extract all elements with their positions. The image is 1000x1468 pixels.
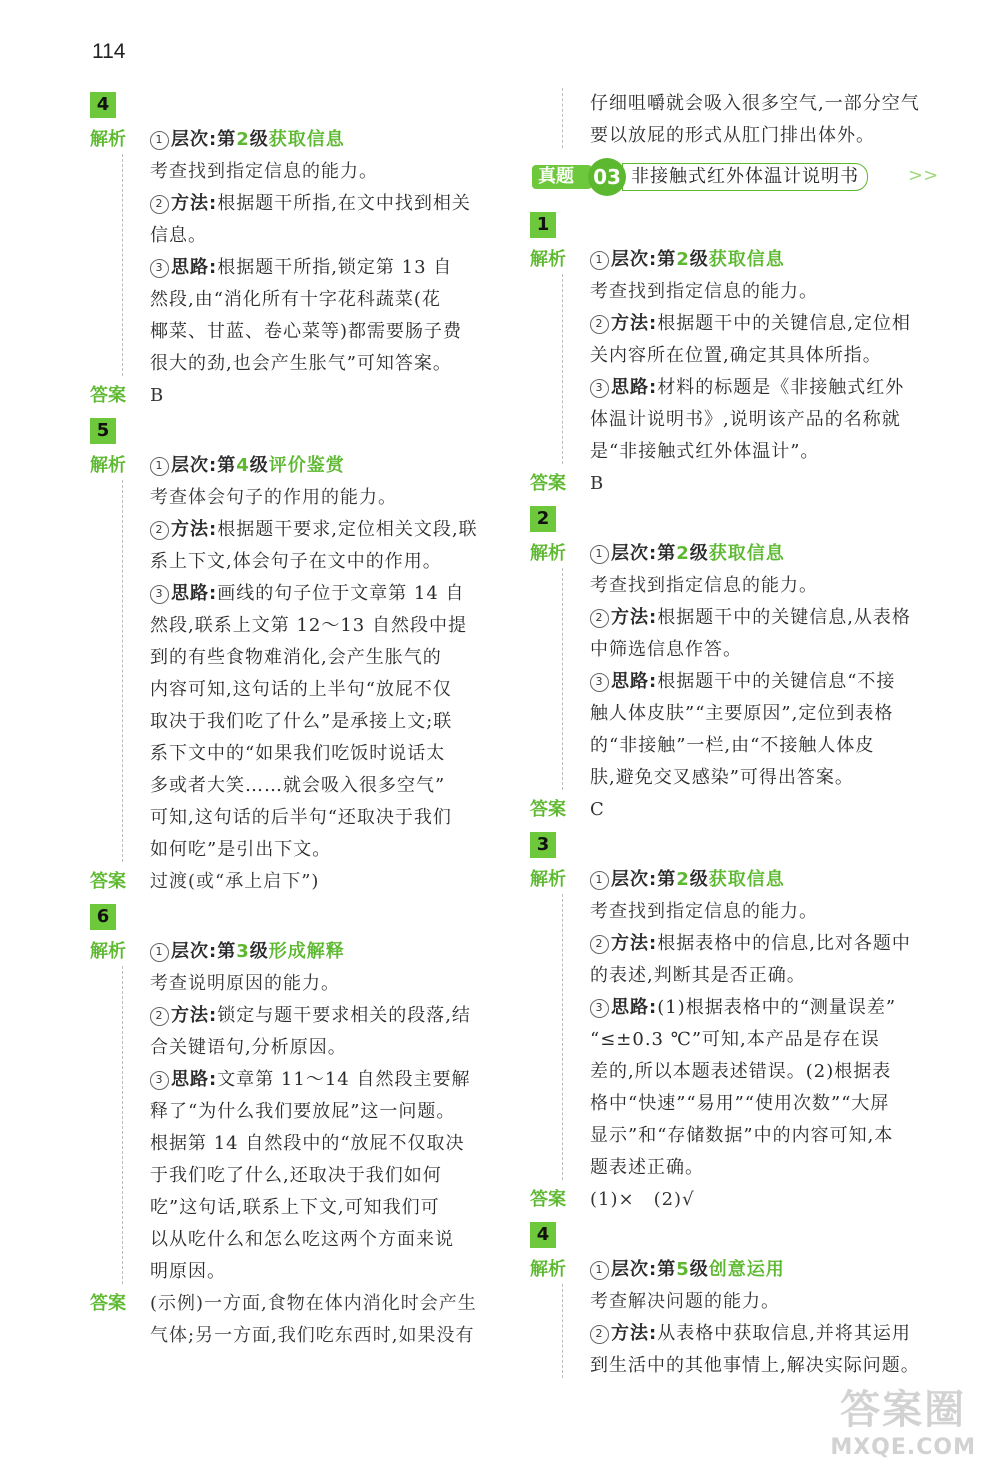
skill-name: 获取信息 — [268, 129, 345, 150]
thought-text: 可知,这句话的后半句“还取决于我们 — [150, 807, 452, 828]
answer-text: B — [590, 473, 605, 494]
answer-text: B — [150, 385, 165, 406]
analysis-label: 解析 — [530, 249, 566, 270]
thought-text: 如何吃”是引出下文。 — [150, 839, 332, 860]
analysis-label: 解析 — [530, 869, 566, 890]
analysis-block — [90, 124, 500, 380]
level-suffix: 级 — [249, 941, 269, 962]
thought-text: 触人体皮肤”“主要原因”,定位到表格 — [590, 703, 894, 724]
thought-text: 椰菜、甘蓝、卷心菜等)都需要肠子费 — [150, 321, 463, 342]
analysis-label: 解析 — [90, 129, 126, 150]
analysis-label: 解析 — [90, 941, 126, 962]
thought-label: 思路: — [171, 583, 218, 604]
sub-text: 考查找到指定信息的能力。 — [590, 281, 818, 302]
level-prefix: 层次:第 — [611, 869, 677, 890]
method-text: 根据表格中的信息,比对各题中 — [657, 933, 911, 954]
thought-text: 很大的劲,也会产生胀气”可知答案。 — [150, 353, 452, 374]
answer-block — [90, 1288, 500, 1352]
level-suffix: 级 — [689, 869, 709, 890]
method-text: 锁定与题干要求相关的段落,结 — [217, 1005, 471, 1026]
answer-text: 要以放屁的形式从肛门排出体外。 — [590, 125, 875, 146]
thought-line — [590, 372, 940, 404]
circled-3-icon: 3 — [590, 379, 609, 398]
method-label: 方法: — [171, 193, 218, 214]
answer-block — [530, 1184, 940, 1216]
level-suffix: 级 — [689, 543, 709, 564]
level-prefix: 层次:第 — [171, 941, 237, 962]
thought-text: 题表述正确。 — [590, 1157, 704, 1178]
thought-text: 多或者大笑……就会吸入很多空气” — [150, 775, 446, 796]
method-text: 从表格中获取信息,并将其运用 — [657, 1323, 911, 1344]
method-text: 信息。 — [150, 225, 207, 246]
answer-text: (示例)一方面,食物在体内消化时会产生 — [150, 1293, 477, 1314]
circled-2-icon: 2 — [150, 1007, 169, 1026]
section-title: 非接触式红外体温计说明书 — [622, 163, 868, 191]
level-number: 5 — [676, 1259, 690, 1280]
answer-text: 过渡(或“承上启下”) — [150, 871, 320, 892]
watermark-text: 答案圈 — [840, 1387, 967, 1433]
thought-text: 画线的句子位于文章第 14 自 — [217, 583, 465, 604]
circled-1-icon: 1 — [590, 251, 609, 270]
thought-text: 根据第 14 自然段中的“放屁不仅取决 — [150, 1133, 465, 1154]
thought-line — [590, 992, 940, 1024]
double-chevron-icon: >> — [908, 165, 939, 186]
method-line — [590, 308, 940, 340]
thought-line — [590, 666, 940, 698]
method-text: 系上下文,体会句子在文中的作用。 — [150, 551, 442, 572]
method-label: 方法: — [611, 607, 658, 628]
circled-2-icon: 2 — [590, 935, 609, 954]
circled-3-icon: 3 — [150, 585, 169, 604]
analysis-label: 解析 — [90, 455, 126, 476]
method-line — [590, 602, 940, 634]
circled-2-icon: 2 — [590, 1325, 609, 1344]
analysis-block — [90, 450, 500, 866]
thought-text: 体温计说明书》,说明该产品的名称就 — [590, 409, 901, 430]
level-number: 4 — [236, 455, 250, 476]
right-column — [530, 88, 940, 1382]
method-label: 方法: — [611, 313, 658, 334]
watermark-url: MXQE.COM — [830, 1435, 976, 1460]
thought-label: 思路: — [611, 671, 658, 692]
thought-text: 的“非接触”一栏,由“不接触人体皮 — [590, 735, 875, 756]
analysis-block — [530, 1254, 940, 1382]
level-line — [150, 124, 500, 156]
analysis-label: 解析 — [530, 1259, 566, 1280]
section-number: 03 — [588, 158, 626, 196]
method-label: 方法: — [171, 1005, 218, 1026]
thought-text: 然段,由“消化所有十字花科蔬菜(花 — [150, 289, 441, 310]
skill-name: 创意运用 — [708, 1259, 785, 1280]
circled-1-icon: 1 — [590, 871, 609, 890]
answer-label: 答案 — [530, 473, 566, 494]
thought-text: 明原因。 — [150, 1261, 226, 1282]
thought-text: (1)根据表格中的“测量误差” — [657, 997, 897, 1018]
thought-text: 是“非接触式红外体温计”。 — [590, 441, 820, 462]
answer-text: 仔细咀嚼就会吸入很多空气,一部分空气 — [590, 93, 920, 114]
answer-text: (1)× (2)√ — [590, 1189, 695, 1210]
sub-text: 考查找到指定信息的能力。 — [150, 161, 378, 182]
method-text: 根据题干要求,定位相关文段,联 — [217, 519, 478, 540]
thought-label: 思路: — [611, 377, 658, 398]
thought-label: 思路: — [611, 997, 658, 1018]
circled-2-icon: 2 — [590, 609, 609, 628]
answer-label: 答案 — [530, 799, 566, 820]
answer-label: 答案 — [90, 1293, 126, 1314]
thought-line — [150, 1064, 500, 1096]
circled-2-icon: 2 — [150, 521, 169, 540]
question-number-badge: 6 — [90, 904, 116, 930]
thought-text: “≤±0.3 ℃”可知,本产品是存在误 — [590, 1029, 880, 1050]
analysis-label: 解析 — [530, 543, 566, 564]
method-text: 中筛选信息作答。 — [590, 639, 742, 660]
circled-2-icon: 2 — [590, 315, 609, 334]
thought-text: 吃”这句话,联系上下文,可知我们可 — [150, 1197, 440, 1218]
answer-block — [90, 380, 500, 412]
level-line — [150, 936, 500, 968]
skill-name: 获取信息 — [708, 543, 785, 564]
sub-text: 考查体会句子的作用的能力。 — [150, 487, 397, 508]
level-suffix: 级 — [689, 249, 709, 270]
answer-label: 答案 — [530, 1189, 566, 1210]
level-number: 2 — [676, 869, 690, 890]
method-line — [150, 1000, 500, 1032]
thought-text: 显示”和“存储数据”中的内容可知,本 — [590, 1125, 894, 1146]
thought-text: 系下文中的“如果我们吃饭时说话太 — [150, 743, 446, 764]
circled-1-icon: 1 — [590, 1261, 609, 1280]
level-line — [590, 244, 940, 276]
skill-name: 获取信息 — [708, 869, 785, 890]
level-number: 3 — [236, 941, 250, 962]
thought-text: 文章第 11～14 自然段主要解 — [217, 1069, 471, 1090]
method-line — [590, 928, 940, 960]
question-number-badge: 1 — [530, 212, 556, 238]
thought-text: 取决于我们吃了什么”是承接上文;联 — [150, 711, 453, 732]
thought-text: 根据题干中的关键信息“不接 — [657, 671, 896, 692]
question-number-badge: 3 — [530, 832, 556, 858]
circled-1-icon: 1 — [150, 943, 169, 962]
question-number-badge: 4 — [90, 92, 116, 118]
thought-text: 格中“快速”“易用”“使用次数”“大屏 — [590, 1093, 890, 1114]
watermark-logo — [830, 1378, 976, 1460]
circled-3-icon: 3 — [150, 259, 169, 278]
level-prefix: 层次:第 — [611, 249, 677, 270]
method-label: 方法: — [611, 933, 658, 954]
method-text: 关内容所在位置,确定其具体所指。 — [590, 345, 882, 366]
analysis-block — [530, 538, 940, 794]
answer-label: 答案 — [90, 871, 126, 892]
skill-name: 获取信息 — [708, 249, 785, 270]
question-number-badge: 5 — [90, 418, 116, 444]
thought-text: 肤,避免交叉感染”可得出答案。 — [590, 767, 854, 788]
sub-text: 考查说明原因的能力。 — [150, 973, 340, 994]
level-prefix: 层次:第 — [171, 129, 237, 150]
level-suffix: 级 — [249, 129, 269, 150]
circled-3-icon: 3 — [590, 673, 609, 692]
level-line — [590, 864, 940, 896]
thought-line — [150, 578, 500, 610]
method-label: 方法: — [611, 1323, 658, 1344]
thought-text: 以从吃什么和怎么吃这两个方面来说 — [150, 1229, 454, 1250]
level-number: 2 — [676, 249, 690, 270]
continued-answer — [530, 88, 940, 152]
thought-line — [150, 252, 500, 284]
level-number: 2 — [236, 129, 250, 150]
level-prefix: 层次:第 — [611, 1259, 677, 1280]
skill-name: 评价鉴赏 — [268, 455, 345, 476]
circled-1-icon: 1 — [150, 131, 169, 150]
answer-text: C — [590, 799, 605, 820]
section-header — [530, 158, 940, 196]
level-line — [590, 1254, 940, 1286]
circled-3-icon: 3 — [150, 1071, 169, 1090]
level-suffix: 级 — [249, 455, 269, 476]
answer-block — [90, 866, 500, 898]
sub-text: 考查解决问题的能力。 — [590, 1291, 780, 1312]
circled-1-icon: 1 — [590, 545, 609, 564]
thought-label: 思路: — [171, 1069, 218, 1090]
circled-2-icon: 2 — [150, 195, 169, 214]
page-number: 114 — [92, 40, 126, 63]
method-text: 根据题干中的关键信息,从表格 — [657, 607, 911, 628]
analysis-block — [90, 936, 500, 1288]
answer-block — [530, 468, 940, 500]
method-line — [150, 514, 500, 546]
thought-text: 到的有些食物难消化,会产生胀气的 — [150, 647, 442, 668]
level-prefix: 层次:第 — [171, 455, 237, 476]
method-text: 合关键语句,分析原因。 — [150, 1037, 347, 1058]
answer-label: 答案 — [90, 385, 126, 406]
sub-text: 考查找到指定信息的能力。 — [590, 901, 818, 922]
method-text: 的表述,判断其是否正确。 — [590, 965, 806, 986]
thought-text: 于我们吃了什么,还取决于我们如何 — [150, 1165, 442, 1186]
method-line — [150, 188, 500, 220]
answer-block — [530, 794, 940, 826]
analysis-block — [530, 244, 940, 468]
question-number-badge: 4 — [530, 1222, 556, 1248]
thought-text: 差的,所以本题表述错误。(2)根据表 — [590, 1061, 892, 1082]
level-prefix: 层次:第 — [611, 543, 677, 564]
thought-text: 释了“为什么我们要放屁”这一问题。 — [150, 1101, 456, 1122]
sub-text: 考查找到指定信息的能力。 — [590, 575, 818, 596]
level-line — [150, 450, 500, 482]
level-suffix: 级 — [689, 1259, 709, 1280]
method-text: 根据题干中的关键信息,定位相 — [657, 313, 911, 334]
level-line — [590, 538, 940, 570]
circled-3-icon: 3 — [590, 999, 609, 1018]
analysis-block — [530, 864, 940, 1184]
skill-name: 形成解释 — [268, 941, 345, 962]
level-number: 2 — [676, 543, 690, 564]
question-number-badge: 2 — [530, 506, 556, 532]
thought-text: 内容可知,这句话的上半句“放屁不仅 — [150, 679, 452, 700]
thought-text: 然段,联系上文第 12～13 自然段中提 — [150, 615, 467, 636]
thought-label: 思路: — [171, 257, 218, 278]
method-text: 根据题干所指,在文中找到相关 — [217, 193, 471, 214]
method-label: 方法: — [171, 519, 218, 540]
answer-text: 气体;另一方面,我们吃东西时,如果没有 — [150, 1325, 475, 1346]
thought-text: 根据题干所指,锁定第 13 自 — [217, 257, 453, 278]
method-line — [590, 1318, 940, 1350]
left-column — [90, 88, 500, 1354]
circled-1-icon: 1 — [150, 457, 169, 476]
thought-text: 材料的标题是《非接触式红外 — [657, 377, 905, 398]
method-text: 到生活中的其他事情上,解决实际问题。 — [590, 1355, 920, 1376]
section-tag: 真题 — [532, 165, 592, 189]
